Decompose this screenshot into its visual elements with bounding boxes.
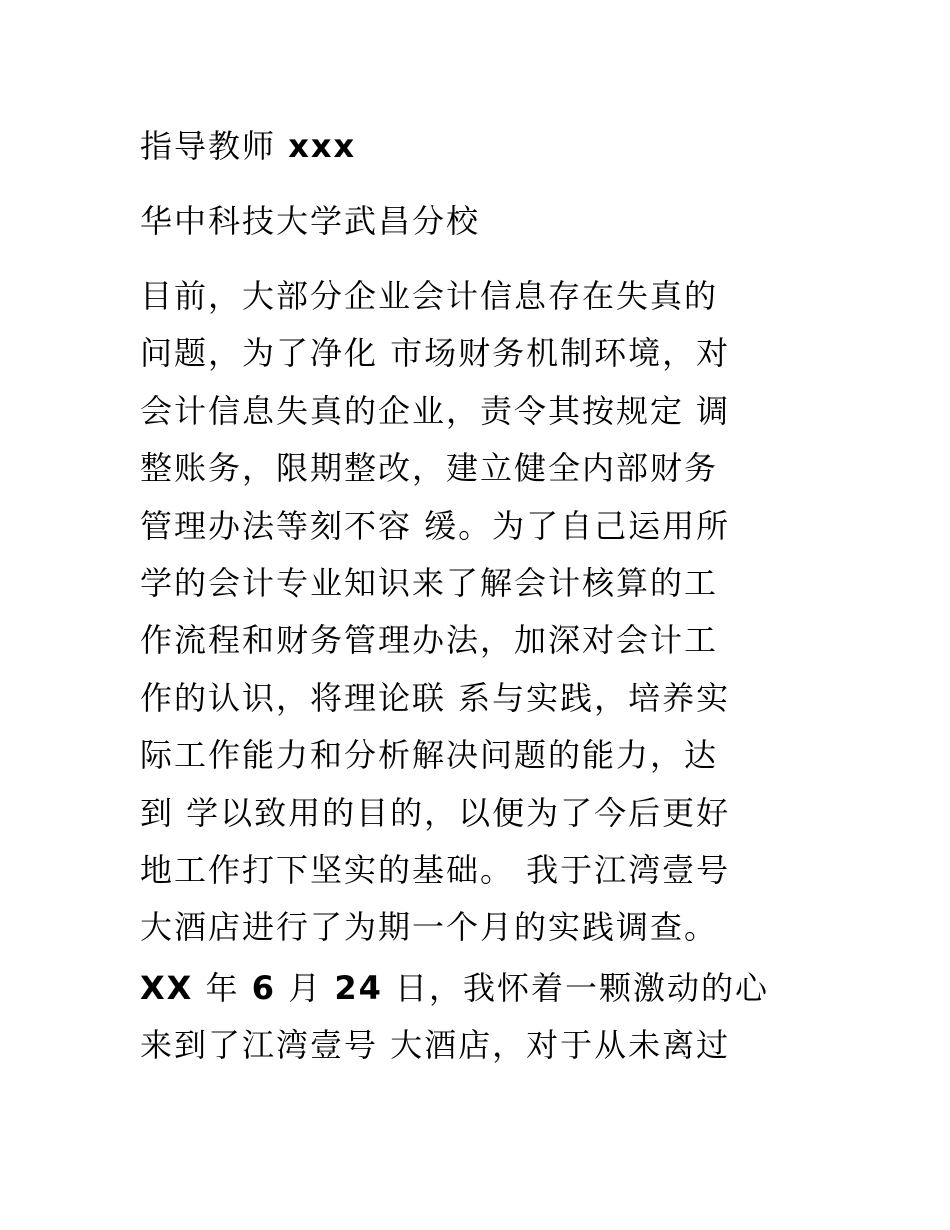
arrival-line1-rest: 日，我怀着一颗激动的心 (382, 969, 770, 1007)
instructor-name: xxx (288, 127, 357, 165)
paragraph-line: 大酒店进行了为期一个月的实践调查。 (140, 908, 719, 947)
instructor-label: 指导教师 (140, 127, 289, 165)
paragraph-line: 目前，大部分企业会计信息存在失真的 (140, 277, 719, 315)
intro-paragraph (140, 268, 795, 957)
paragraph-line: 问题，为了净化 市场财务机制环境，对 (140, 334, 731, 373)
arrival-year: XX (140, 969, 194, 1007)
paragraph-line: 到 学以致用的目的，以便为了今后更好 (140, 793, 731, 832)
instructor-line (140, 118, 795, 175)
arrival-day: 24 (334, 969, 383, 1007)
paragraph-line: 际工作能力和分析解决问题的能力，达 (140, 736, 719, 775)
paragraph-line: 学的会计专业知识来了解会计核算的工 (140, 563, 719, 602)
paragraph-line: 地工作打下坚实的基础。 我于江湾壹号 (140, 850, 731, 889)
paragraph-line: 会计信息失真的企业，责令其按规定 调 (140, 391, 731, 430)
paragraph-line: 管理办法等刻不容 缓。为了自己运用所 (140, 506, 731, 545)
school-name-text: 华中科技大学武昌分校 (140, 202, 481, 240)
school-name (140, 193, 795, 250)
paragraph-line: 作流程和财务管理办法，加深对会计工 (140, 621, 719, 660)
paragraph-line: 整账务，限期整改，建立健全内部财务 (140, 449, 719, 488)
arrival-month-unit: 月 (275, 969, 335, 1007)
paragraph-line: 来到了江湾壹号 大酒店，对于从未离过 (140, 1026, 731, 1065)
arrival-paragraph (140, 960, 795, 1075)
arrival-month: 6 (251, 969, 276, 1007)
paragraph-line (140, 960, 795, 1017)
paragraph-line: 作的认识，将理论联 系与实践，培养实 (140, 678, 731, 717)
arrival-year-unit: 年 (193, 969, 252, 1007)
